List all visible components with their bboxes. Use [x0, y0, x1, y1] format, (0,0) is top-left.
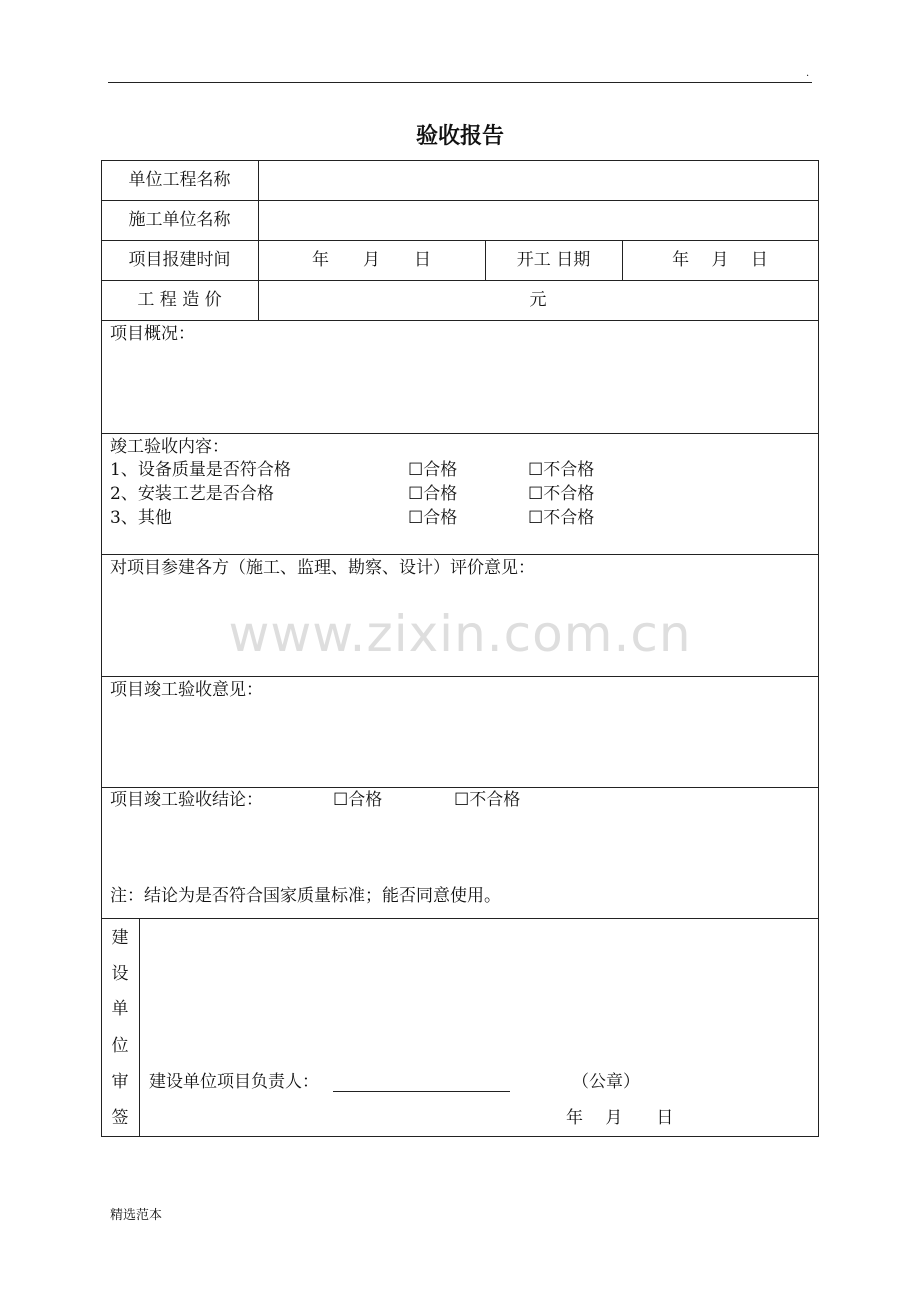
row-divider: [101, 320, 819, 321]
construction-unit-name-label: 施工单位名称: [128, 210, 231, 230]
evaluation-label: 对项目参建各方（施工、监理、勘察、设计）评价意见：: [110, 558, 535, 578]
row-divider: [101, 787, 819, 788]
conclusion-fail-checkbox[interactable]: ☐不合格: [454, 790, 521, 810]
cost-label: 工 程 造 价: [137, 290, 222, 310]
row-divider: [101, 200, 819, 201]
table-border-top: [101, 160, 819, 161]
conclusion-note: 注：结论为是否符合国家质量标准；能否同意使用。: [110, 886, 501, 906]
sign-vertical-char: 审: [111, 1072, 129, 1092]
row-divider: [101, 918, 819, 919]
start-date-label: 开工 日期: [516, 250, 591, 270]
report-time-field[interactable]: 年 月 日: [312, 250, 431, 270]
acceptance-item-fail-checkbox[interactable]: ☐不合格: [528, 460, 595, 480]
sign-vertical-char: 建: [111, 928, 129, 948]
unit-project-name-field[interactable]: [260, 162, 816, 198]
column-divider: [139, 918, 140, 1136]
opinion-label: 项目竣工验收意见：: [110, 680, 263, 700]
seal-label: （公章）: [572, 1072, 640, 1092]
acceptance-item-pass-checkbox[interactable]: ☐合格: [408, 508, 458, 528]
row-divider: [101, 240, 819, 241]
unit-project-name-label: 单位工程名称: [128, 170, 231, 190]
row-divider: [101, 554, 819, 555]
acceptance-item-text: 1、设备质量是否符合格: [110, 460, 291, 480]
construction-unit-name-field[interactable]: [260, 202, 816, 238]
acceptance-item-text: 3、其他: [110, 508, 172, 528]
watermark: www.zixin.com.cn: [228, 605, 692, 663]
acceptance-item-pass-checkbox[interactable]: ☐合格: [408, 484, 458, 504]
row-divider: [101, 676, 819, 677]
conclusion-label: 项目竣工验收结论：: [110, 790, 263, 810]
row-divider: [101, 280, 819, 281]
overview-label: 项目概况：: [110, 324, 195, 344]
sign-vertical-char: 位: [111, 1036, 129, 1056]
sign-date[interactable]: 年 月 日: [566, 1108, 674, 1128]
row-divider: [101, 433, 819, 434]
conclusion-pass-checkbox[interactable]: ☐合格: [333, 790, 383, 810]
page-title: 验收报告: [415, 123, 504, 149]
signature-line[interactable]: [333, 1091, 510, 1092]
acceptance-item-fail-checkbox[interactable]: ☐不合格: [528, 484, 595, 504]
header-dot: .: [806, 68, 810, 79]
sign-vertical-char: 设: [111, 964, 129, 984]
start-date-field[interactable]: 年 月 日: [672, 250, 768, 270]
acceptance-item-fail-checkbox[interactable]: ☐不合格: [528, 508, 595, 528]
sign-vertical-char: 单: [111, 999, 129, 1019]
sign-vertical-char: 签: [111, 1108, 129, 1128]
footer-text: 精选范本: [110, 1208, 163, 1223]
acceptance-item-text: 2、安装工艺是否合格: [110, 484, 274, 504]
responsible-person-label: 建设单位项目负责人：: [149, 1072, 319, 1092]
table-border-bottom: [101, 1136, 819, 1137]
report-time-label: 项目报建时间: [128, 250, 231, 270]
acceptance-label: 竣工验收内容：: [110, 437, 229, 457]
cost-unit: 元: [529, 290, 547, 310]
header-rule: [108, 82, 812, 83]
acceptance-item-pass-checkbox[interactable]: ☐合格: [408, 460, 458, 480]
